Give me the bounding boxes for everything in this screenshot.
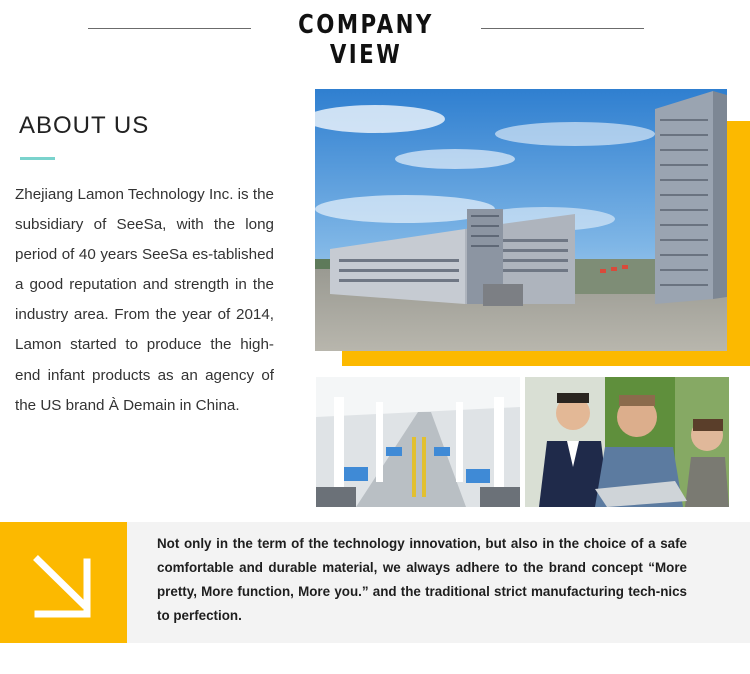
header-divider-left [88,28,251,29]
about-title: ABOUT US [19,112,150,139]
about-accent-bar [20,157,55,160]
arrow-down-right-icon [0,522,127,643]
factory-building-photo [315,89,727,351]
banner-text: Not only in the term of the technology innovation, but also in the choice of a safe comfortable and durable material, we always adhere to the brand concept “More pretty, More function, More you.” and the traditional strict manufacturing tech-nics to perfection. [157,536,687,623]
about-paragraph: Zhejiang Lamon Technology Inc. is the subsidiary of SeeSa, with the long period of 40 years SeeSa es-tablished a good reputation and strength in the industry area. From the year of 2014, Lamon started to produce the high-end infant products as an agency of the US brand À Demain in China. [15,186,274,414]
team-at-laptop-photo [525,377,729,507]
banner-icon-box [0,522,127,643]
page-title: COMPANY VIEW [298,10,434,70]
header-divider-right [481,28,644,29]
production-line-photo [316,377,520,507]
